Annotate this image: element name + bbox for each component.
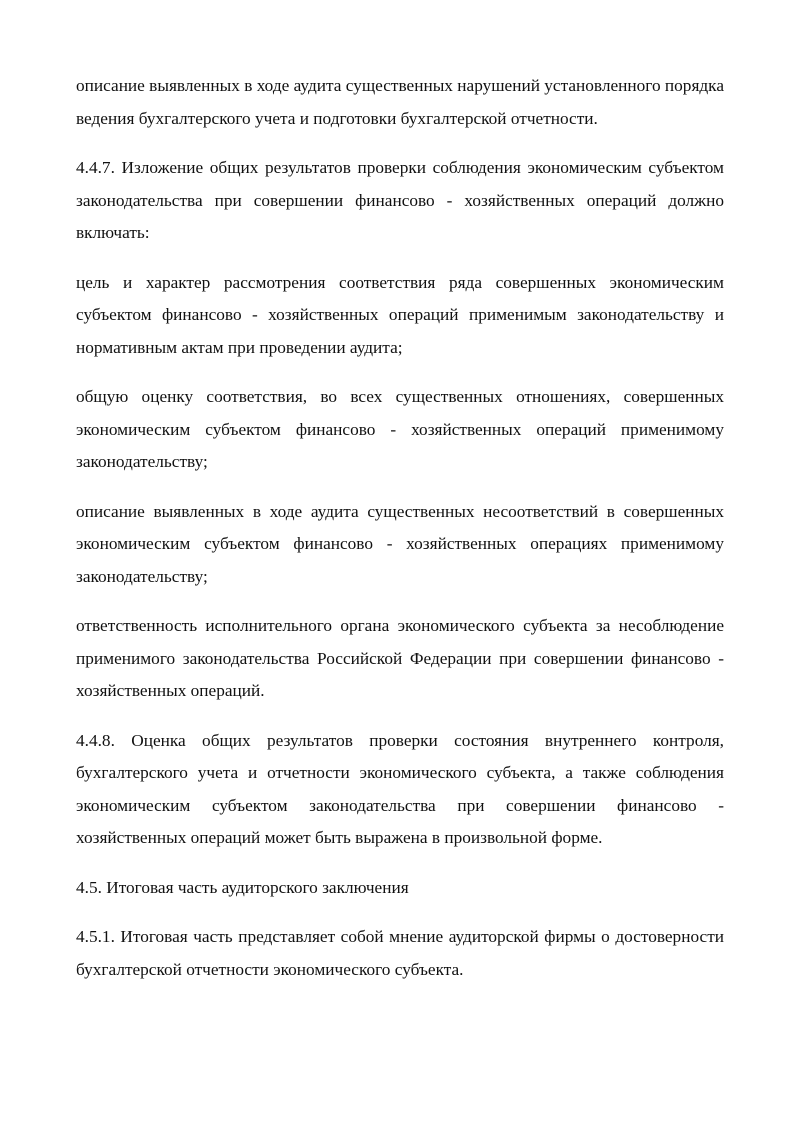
paragraph-4-4-7: 4.4.7. Изложение общих результатов проверки соблюдения экономическим субъектом законодательства при совершении финансово - хозяйственных операций должно включать: (76, 158, 724, 242)
paragraph-audit-violations-description: описание выявленных в ходе аудита существенных нарушений установленного порядка ведения бухгалтерского учета и подготовки бухгалтерской отчетности. (76, 76, 724, 128)
document-page (76, 70, 724, 1003)
paragraph-purpose-and-nature: цель и характер рассмотрения соответствия ряда совершенных экономическим субъектом финансово - хозяйственных операций применимым законодательству и нормативным актам при проведении аудита; (76, 272, 724, 357)
paragraph-4-4-8: 4.4.8. Оценка общих результатов проверки состояния внутреннего контроля, бухгалтерского учета и отчетности экономического субъекта, а также соблюдения экономическим субъектом законодательства при совершении финансово - хозяйственных операций может быть выражена в произвольной форме. (76, 730, 724, 847)
section-heading-4-5: 4.5. Итоговая часть аудиторского заключения (76, 877, 409, 897)
paragraph-inconsistencies-description: описание выявленных в ходе аудита существенных несоответствий в совершенных экономическим субъектом финансово - хозяйственных операциях применимому законодательству; (76, 501, 724, 586)
paragraph-4-5-1: 4.5.1. Итоговая часть представляет собой мнение аудиторской фирмы о достоверности бухгалтерской отчетности экономического субъекта. (76, 927, 724, 979)
paragraph-general-assessment: общую оценку соответствия, во всех существенных отношениях, совершенных экономическим субъектом финансово - хозяйственных операций применимому законодательству; (76, 387, 724, 471)
paragraph-executive-responsibility: ответственность исполнительного органа экономического субъекта за несоблюдение применимого законодательства Российской Федерации при совершении финансово - хозяйственных операций. (76, 616, 724, 700)
